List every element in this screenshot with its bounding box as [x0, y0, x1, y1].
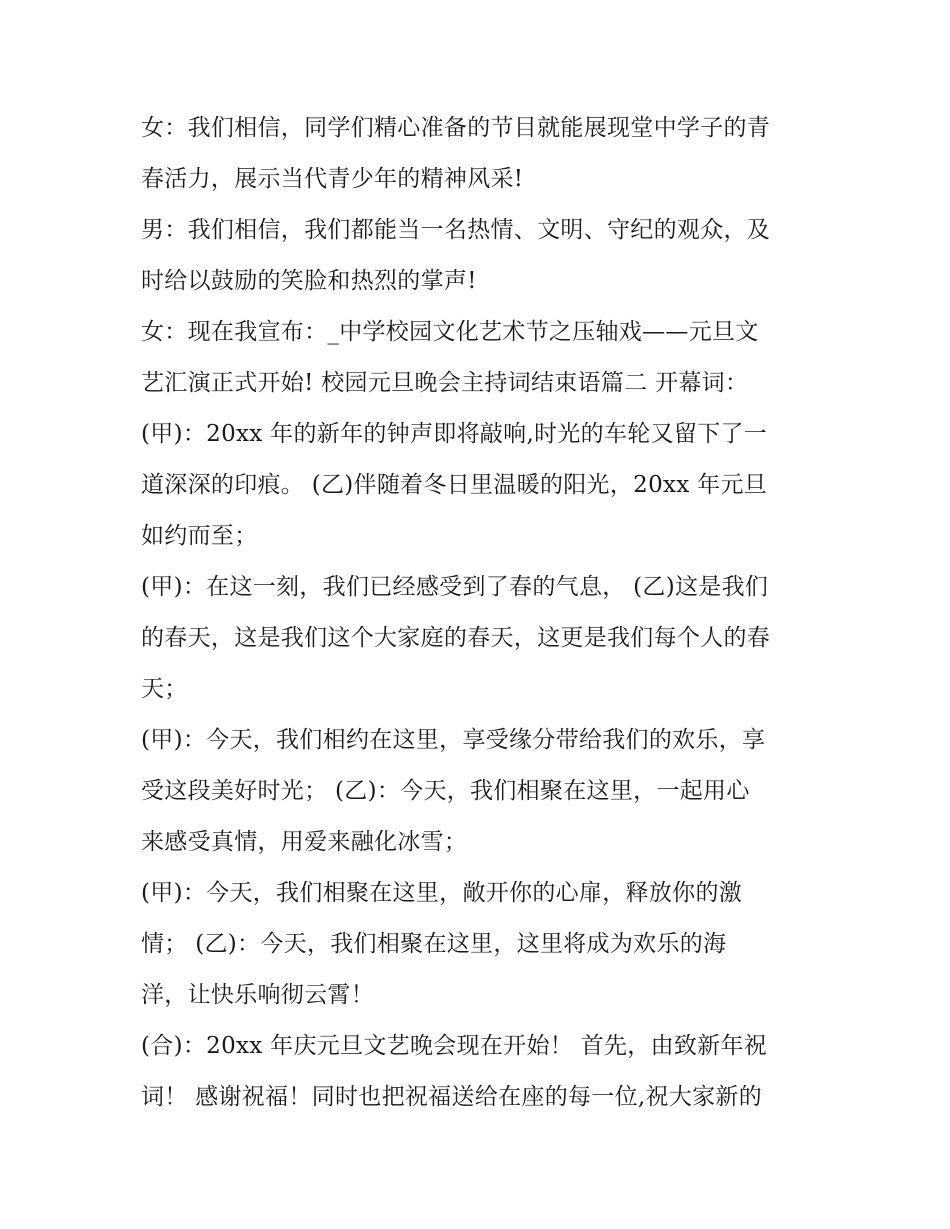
text-line: 的春天，这是我们这个大家庭的春天，这更是我们每个人的春 — [141, 625, 771, 651]
text-line: 男：我们相信，我们都能当一名热情、文明、守纪的观众，及 — [141, 217, 771, 243]
text-line: (甲)：今天，我们相聚在这里，敞开你的心扉，释放你的激 — [141, 880, 743, 906]
text-line: 道深深的印痕。 (乙)伴随着冬日里温暖的阳光，20xx 年元旦 — [141, 472, 768, 498]
text-line: 受这段美好时光； (乙)：今天，我们相聚在这里，一起用心 — [141, 778, 750, 804]
text-line: 洋，让快乐响彻云霄！ — [141, 982, 374, 1008]
text-line: 女：现在我宣布：_中学校园文化艺术节之压轴戏——元旦文 — [141, 319, 759, 345]
text-line: 情； (乙)：今天，我们相聚在这里，这里将成为欢乐的海 — [141, 931, 727, 957]
text-line: 春活力，展示当代青少年的精神风采! — [141, 166, 524, 192]
text-line: (甲)：今天，我们相约在这里，享受缘分带给我们的欢乐，享 — [141, 727, 766, 753]
text-line: (甲)：在这一刻，我们已经感受到了春的气息， (乙)这是我们 — [141, 574, 769, 600]
text-line: 时给以鼓励的笑脸和热烈的掌声! — [141, 268, 477, 294]
text-line: 天； — [141, 676, 188, 702]
text-line: 来感受真情，用爱来融化冰雪； — [141, 829, 468, 855]
text-line: 如约而至； — [141, 523, 258, 549]
text-line: (合)：20xx 年庆元旦文艺晚会现在开始！ 首先，由致新年祝 — [141, 1033, 768, 1059]
text-line: 艺汇演正式开始! 校园元旦晚会主持词结束语篇二 开幕词： — [141, 370, 749, 396]
text-line: (甲)：20xx 年的新年的钟声即将敲响,时光的车轮又留下了一 — [141, 421, 768, 447]
document-body — [141, 103, 821, 1123]
text-line: 女：我们相信，同学们精心准备的节目就能展现堂中学子的青 — [141, 115, 771, 141]
text-line: 词！ 感谢祝福！同时也把祝福送给在座的每一位,祝大家新的 — [141, 1084, 763, 1110]
